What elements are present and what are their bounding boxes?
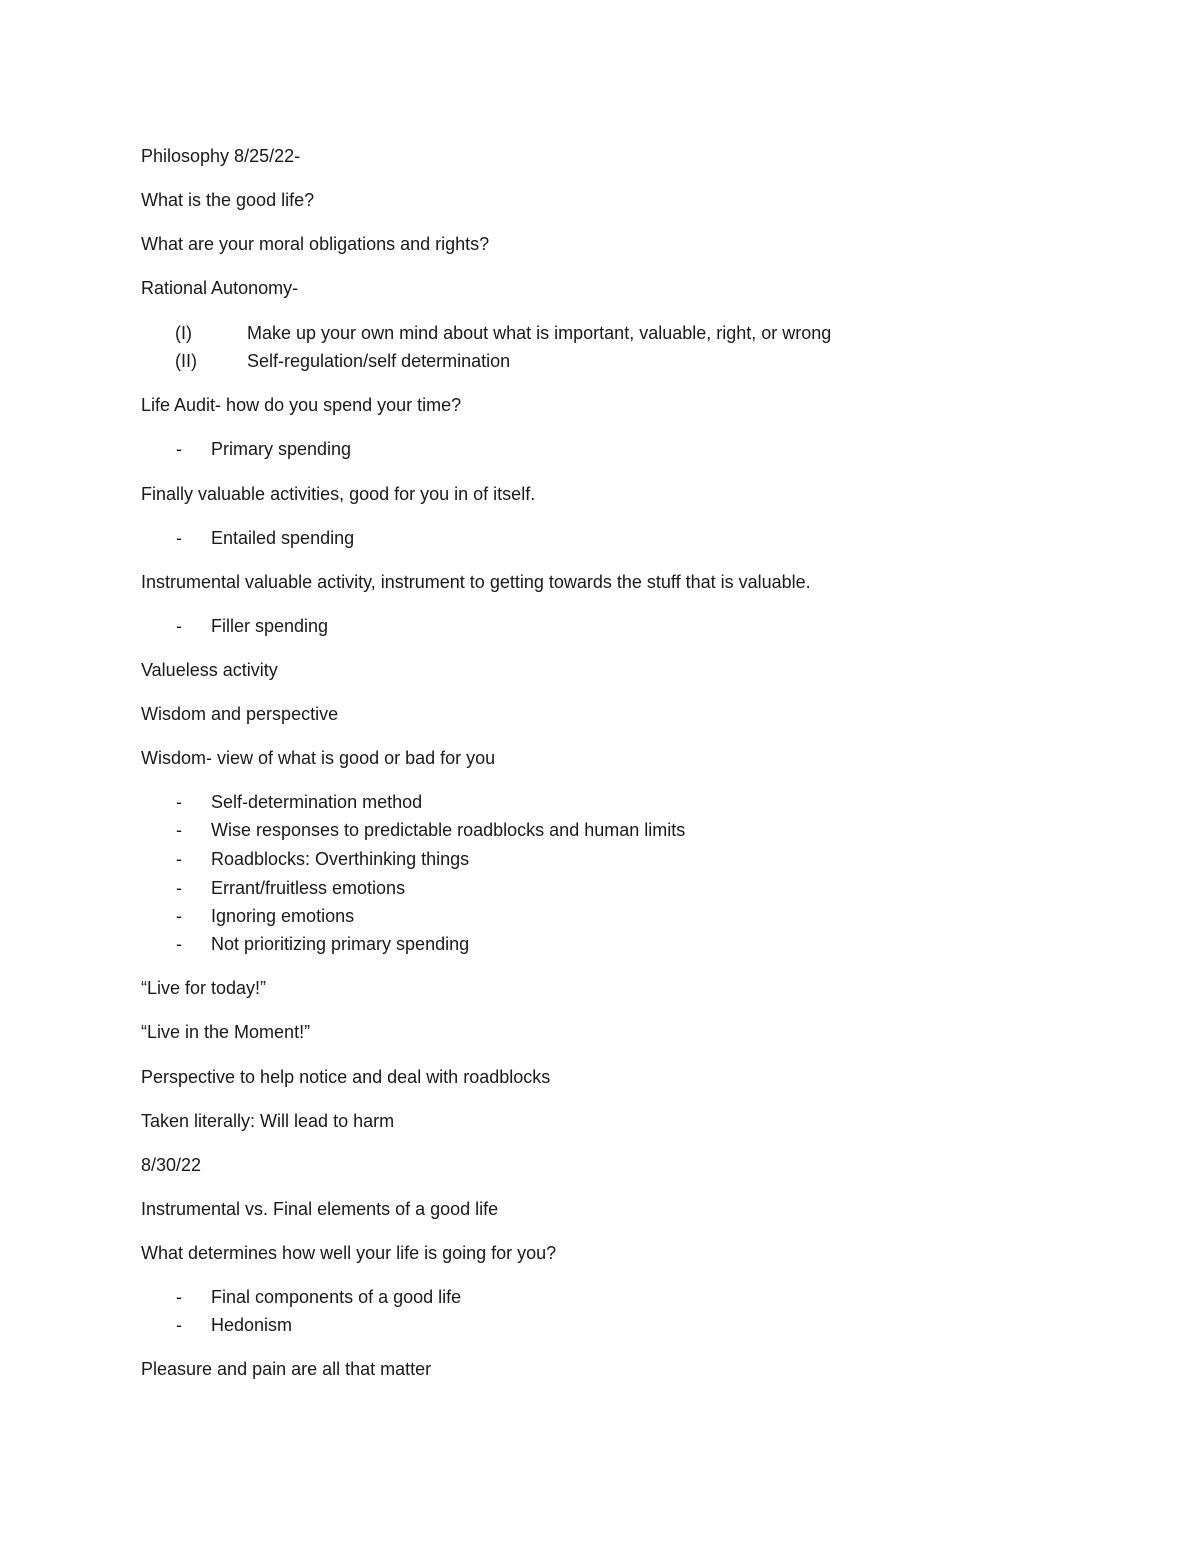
bullet-dash: - — [176, 616, 182, 636]
question-moral-obligations: What are your moral obligations and rights? — [141, 234, 490, 254]
taken-literally-text: Taken literally: Will lead to harm — [141, 1111, 395, 1131]
wisdom-perspective-text: Wisdom and perspective — [141, 704, 339, 724]
bullet-wisdom: Errant/fruitless emotions — [211, 878, 406, 898]
quote-live-for-today: “Live for today!” — [141, 978, 267, 998]
valueless-activity-text: Valueless activity — [141, 660, 278, 680]
numbered-text: Self-regulation/self determination — [247, 351, 511, 371]
pleasure-pain-text: Pleasure and pain are all that matter — [141, 1359, 432, 1379]
instrumental-vs-final-text: Instrumental vs. Final elements of a good life — [141, 1199, 499, 1219]
bullet-dash: - — [176, 792, 182, 812]
finally-valuable-text: Finally valuable activities, good for you in of itself. — [141, 484, 536, 504]
bullet-final: Final components of a good life — [211, 1287, 462, 1307]
bullet-dash: - — [176, 1287, 182, 1307]
bullet-wisdom: Roadblocks: Overthinking things — [211, 849, 470, 869]
bullet-wisdom: Not prioritizing primary spending — [211, 934, 470, 954]
bullet-final: Hedonism — [211, 1315, 293, 1335]
bullet-dash: - — [176, 849, 182, 869]
numbered-marker: (I) — [175, 323, 192, 343]
bullet-filler-spending: Filler spending — [211, 616, 329, 636]
perspective-text: Perspective to help notice and deal with roadblocks — [141, 1067, 551, 1087]
bullet-dash: - — [176, 1315, 182, 1335]
quote-live-in-moment: “Live in the Moment!” — [141, 1022, 311, 1042]
bullet-dash: - — [176, 934, 182, 954]
doc-title: Philosophy 8/25/22- — [141, 146, 301, 166]
wisdom-view-text: Wisdom- view of what is good or bad for you — [141, 748, 496, 768]
what-determines-text: What determines how well your life is going for you? — [141, 1243, 557, 1263]
bullet-dash: - — [176, 820, 182, 840]
heading-rational-autonomy: Rational Autonomy- — [141, 278, 299, 298]
numbered-text: Make up your own mind about what is important, valuable, right, or wrong — [247, 323, 832, 343]
bullet-dash: - — [176, 528, 182, 548]
heading-life-audit: Life Audit- how do you spend your time? — [141, 395, 462, 415]
bullet-entailed-spending: Entailed spending — [211, 528, 355, 548]
bullet-wisdom: Ignoring emotions — [211, 906, 355, 926]
bullet-primary-spending: Primary spending — [211, 439, 352, 459]
numbered-marker: (II) — [175, 351, 197, 371]
bullet-dash: - — [176, 439, 182, 459]
bullet-wisdom: Wise responses to predictable roadblocks and human limits — [211, 820, 686, 840]
bullet-dash: - — [176, 906, 182, 926]
date-heading: 8/30/22 — [141, 1155, 202, 1175]
question-good-life: What is the good life? — [141, 190, 315, 210]
bullet-wisdom: Self-determination method — [211, 792, 423, 812]
instrumental-valuable-text: Instrumental valuable activity, instrument to getting towards the stuff that is valuable. — [141, 572, 811, 592]
bullet-dash: - — [176, 878, 182, 898]
